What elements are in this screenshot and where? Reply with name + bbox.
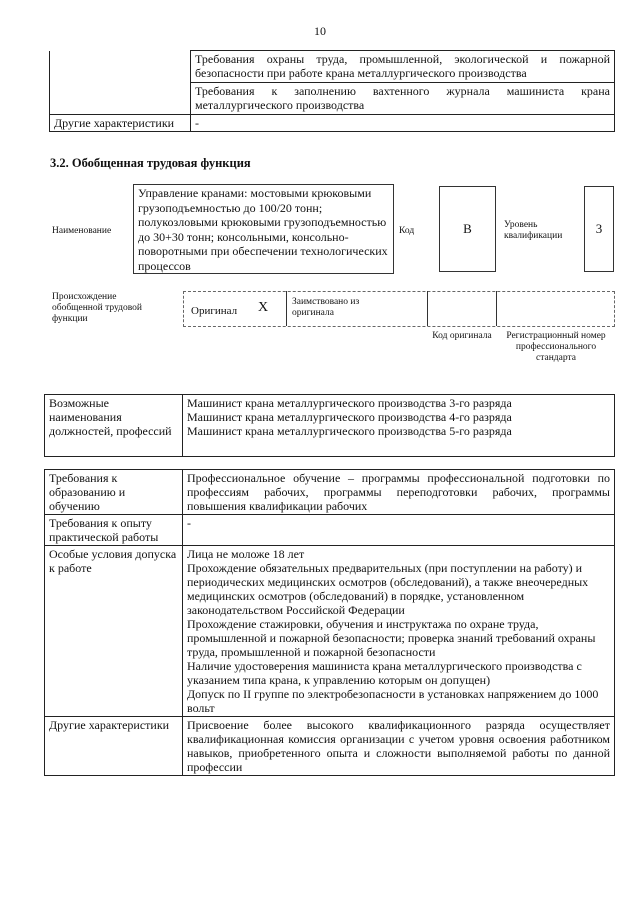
education-value: Профессиональное обучение – программы профессиональной подготовки по профессиям рабочих, программы переподготовки рабочих, программы повышения квалификации рабочих [183, 470, 615, 515]
table-row [45, 515, 615, 546]
positions-label: Возможные наименования должностей, профессий [45, 395, 183, 457]
original-mark: X [258, 300, 269, 315]
code-original-caption: Код оригинала [432, 331, 492, 341]
table-cell: Требования охраны труда, промышленной, экологической и пожарной безопасности при работе крана металлургического производства [191, 51, 615, 83]
experience-value: - [183, 515, 615, 546]
education-label: Требования к образованию и обучению [45, 470, 183, 515]
table-cell-empty [50, 51, 191, 83]
table-row [50, 51, 615, 83]
table-row [45, 395, 615, 457]
level-value: 3 [584, 186, 614, 272]
special-conditions-values [183, 546, 615, 717]
table-cell-empty [50, 83, 191, 115]
divider [427, 291, 428, 326]
other-characteristics-value: Присвоение более высокого квалификационного разряда осуществляет квалификационная комиссия организации с учетом уровня освоения работником навыков, приобретенного опыта и сложности выполняемой работы по данной профессии [183, 717, 615, 776]
registration-number-caption: Регистрационный номер профессионального стандарта [506, 331, 606, 363]
top-table [49, 50, 615, 132]
condition-item: Лица не моложе 18 лет [187, 547, 305, 561]
position-item: Машинист крана металлургического производства 5-го разряда [187, 424, 512, 438]
table-row [50, 115, 615, 132]
condition-item: Прохождение стажировки, обучения и инструктажа по охране труда, промышленной и пожарной безопасности; проверка знаний требований охраны труда, промышленной и пожарной безопасности [187, 617, 596, 659]
condition-item: Допуск по II группе по электробезопасности в установках напряжением до 1000 вольт [187, 687, 599, 715]
code-label: Код [399, 226, 415, 236]
section-title: 3.2. Обобщенная трудовая функция [50, 156, 251, 170]
table-row [45, 546, 615, 717]
name-label: Наименование [52, 226, 112, 236]
other-characteristics-label: Другие характеристики [50, 115, 191, 132]
other-characteristics-label: Другие характеристики [45, 717, 183, 776]
condition-item: Прохождение обязательных предварительных (при поступлении на работу) и периодических медицинских осмотров (обследований), а также внеочередных медицинских осмотров (обследований) в порядке, установленном законодательством Российской Федерации [187, 561, 589, 617]
table-row [45, 470, 615, 515]
experience-label: Требования к опыту практической работы [45, 515, 183, 546]
code-value: B [439, 186, 496, 272]
borrowed-label: Заимствовано из оригинала [292, 297, 360, 318]
positions-table [44, 394, 615, 457]
position-item: Машинист крана металлургического производства 3-го разряда [187, 396, 512, 410]
origin-label: Происхождение обобщенной трудовой функции [52, 292, 142, 324]
name-value: Управление кранами: мостовыми крюковыми грузоподъемностью до 100/20 тонн; полукозловыми крюковыми грузоподъемностью до 30+30 тонн; консольными, консольно-поворотными при обеспечении технологических процессов [133, 184, 394, 274]
condition-item: Наличие удостоверения машиниста крана металлургического производства с указанием типа крана, к управлению которым он допущен) [187, 659, 582, 687]
divider [286, 291, 287, 326]
page-number: 10 [314, 24, 326, 38]
table-row [45, 717, 615, 776]
positions-values [183, 395, 615, 457]
other-characteristics-value: - [191, 115, 615, 132]
table-cell: Требования к заполнению вахтенного журнала машиниста крана металлургического производства [191, 83, 615, 115]
level-label: Уровень квалификации [504, 220, 563, 241]
requirements-table [44, 469, 615, 776]
origin-row [183, 291, 615, 327]
divider [496, 291, 497, 326]
table-row [50, 83, 615, 115]
position-item: Машинист крана металлургического производства 4-го разряда [187, 410, 512, 424]
original-label: Оригинал [191, 305, 238, 317]
special-conditions-label: Особые условия допуска к работе [45, 546, 183, 717]
